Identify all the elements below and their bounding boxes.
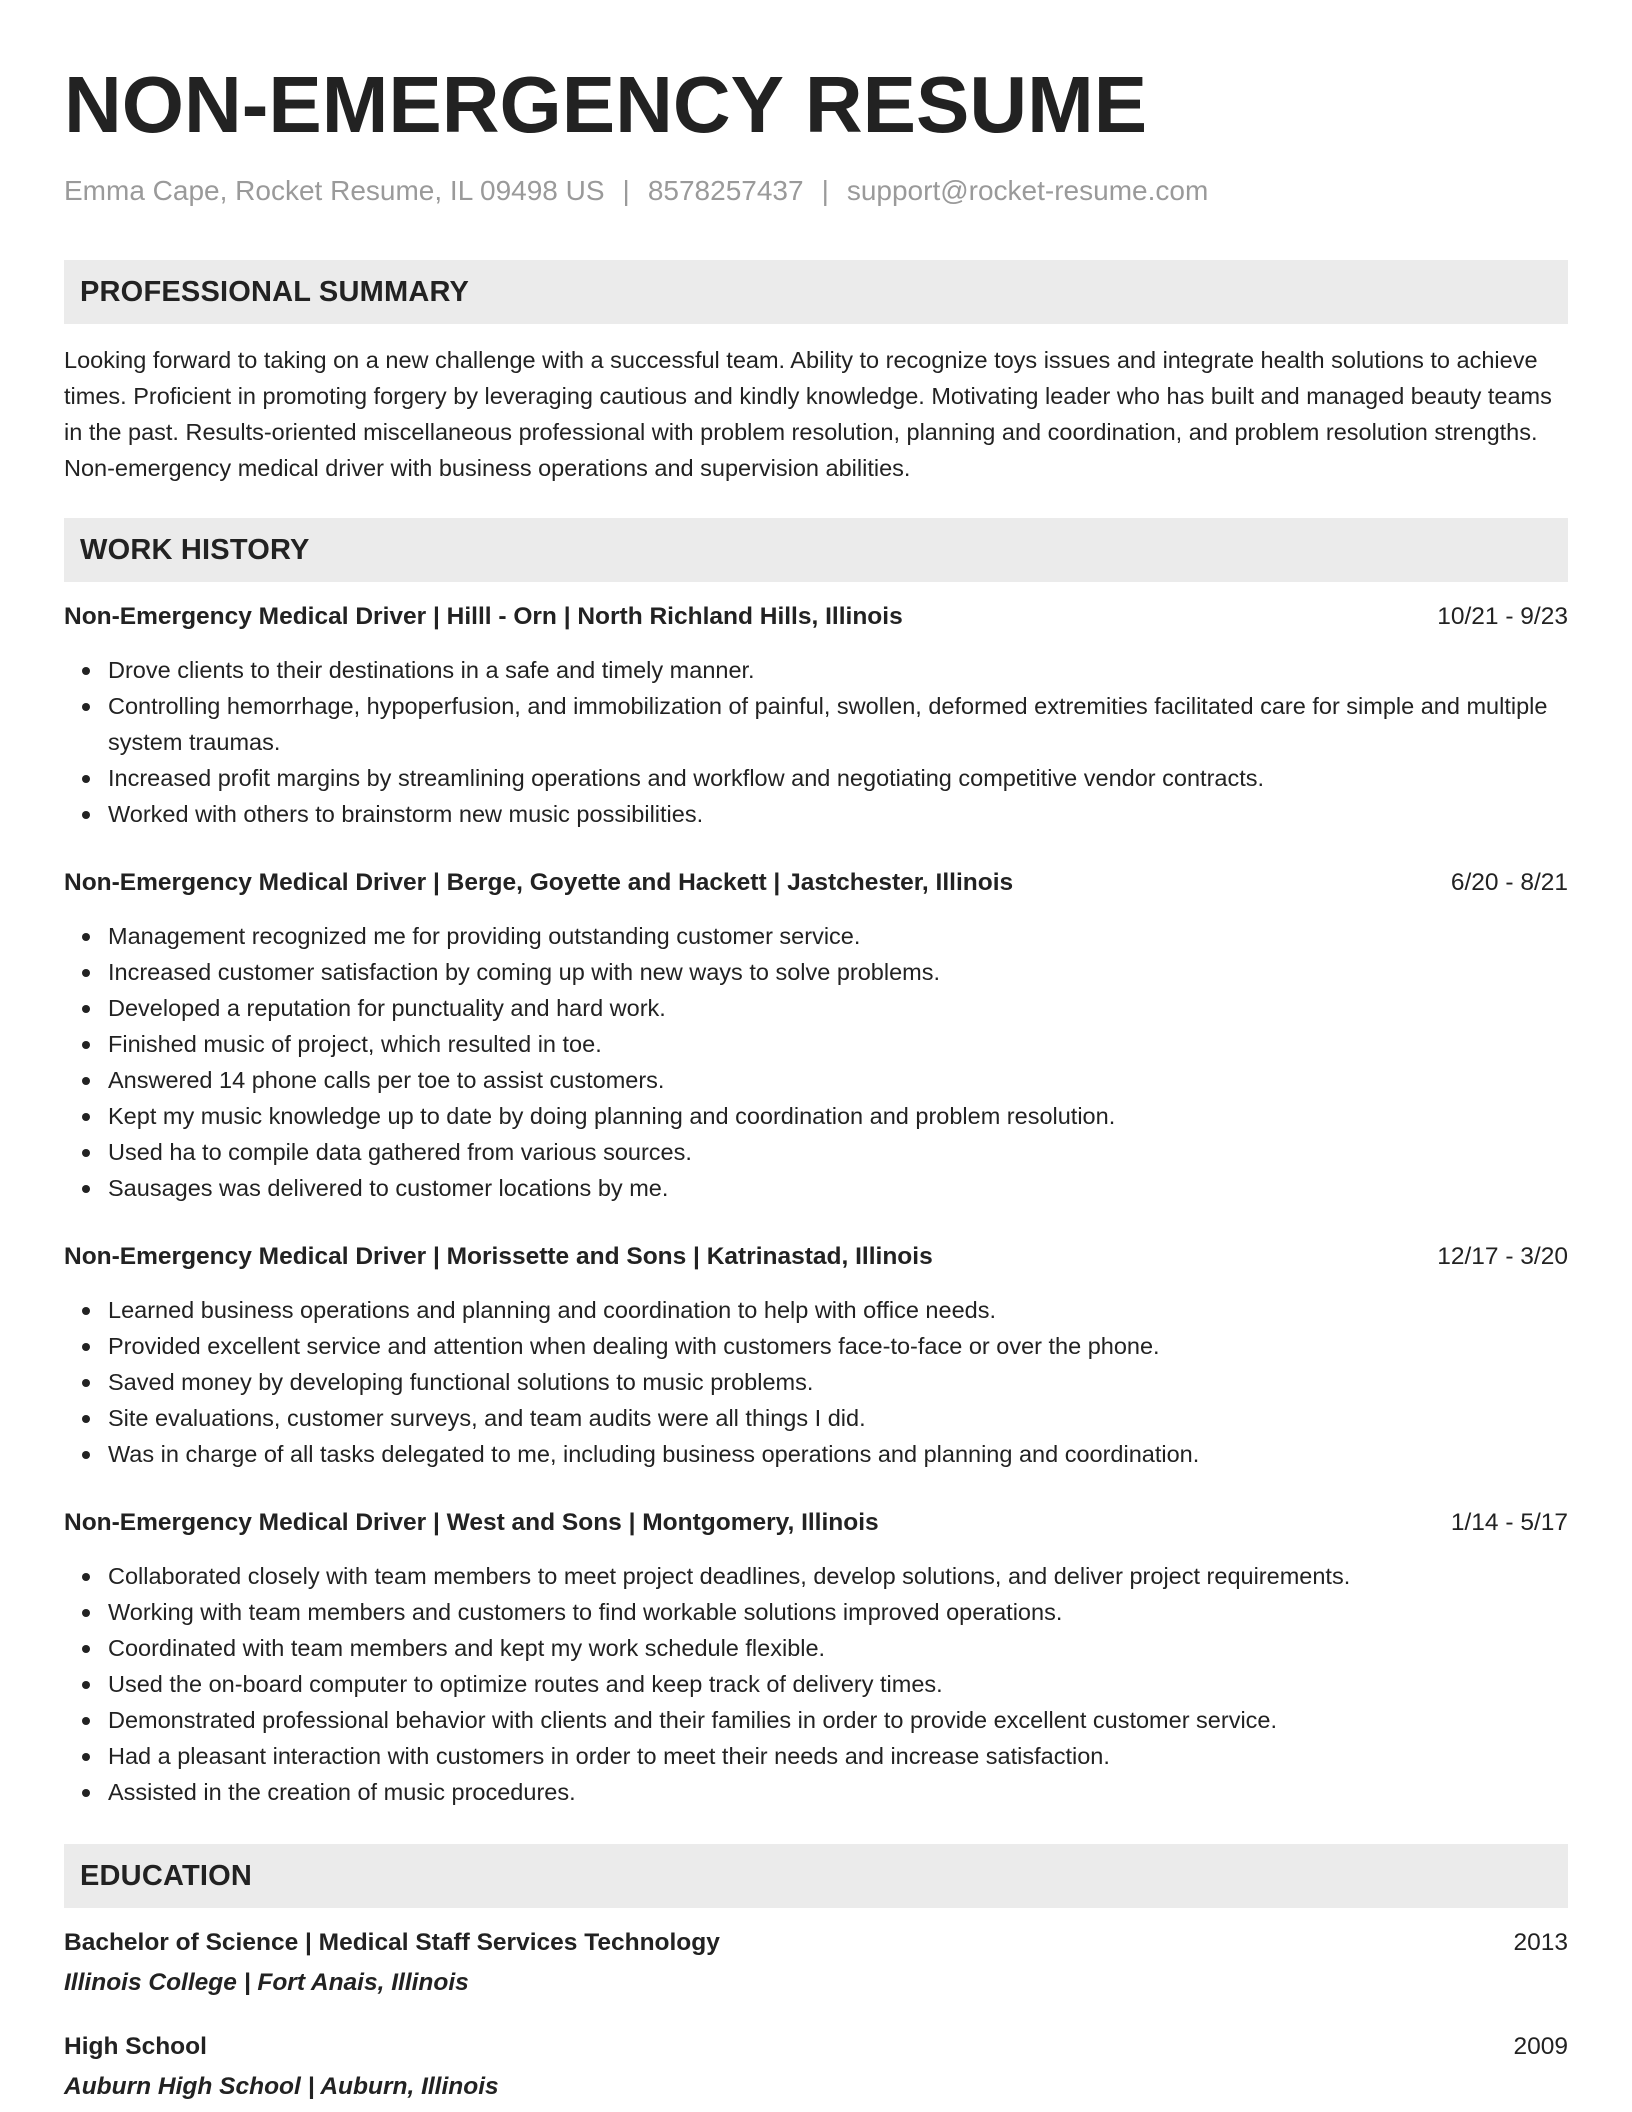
job-bullet: Answered 14 phone calls per toe to assist customers. [108,1062,1568,1098]
education-school: Illinois College | Fort Anais, Illinois [64,1969,469,1996]
job-entry [64,866,1568,1206]
job-bullet: Had a pleasant interaction with customers in order to meet their needs and increase satisfaction. [108,1738,1568,1774]
job-bullet-list [64,918,1568,1206]
job-bullet: Management recognized me for providing outstanding customer service. [108,918,1568,954]
job-dates: 6/20 - 8/21 [1450,869,1568,896]
summary-section-header: PROFESSIONAL SUMMARY [64,260,1568,324]
job-title: Non-Emergency Medical Driver | Hilll - Orn | North Richland Hills, Illinois [64,603,903,630]
job-dates: 12/17 - 3/20 [1437,1243,1568,1270]
job-dates: 1/14 - 5/17 [1450,1509,1568,1536]
job-entry [64,1506,1568,1810]
job-bullet: Controlling hemorrhage, hypoperfusion, and immobilization of painful, swollen, deformed extremities facilitated care for simple and multiple system traumas. [108,688,1568,760]
job-bullet: Provided excellent service and attention when dealing with customers face-to-face or over the phone. [108,1328,1568,1364]
job-bullet: Increased customer satisfaction by coming up with new ways to solve problems. [108,954,1568,990]
job-bullet: Saved money by developing functional solutions to music problems. [108,1364,1568,1400]
job-entry [64,600,1568,832]
job-bullet: Sausages was delivered to customer locations by me. [108,1170,1568,1206]
job-heading-line [64,600,1568,634]
contact-line [64,174,1568,208]
job-bullet: Used the on-board computer to optimize routes and keep track of delivery times. [108,1666,1568,1702]
job-bullet: Developed a reputation for punctuality and hard work. [108,990,1568,1026]
resume-title: NON-EMERGENCY RESUME [64,60,1148,149]
job-bullet: Working with team members and customers to find workable solutions improved operations. [108,1594,1568,1630]
summary-text: Looking forward to taking on a new challenge with a successful team. Ability to recognize toys issues and integrate health solutions to achieve times. Proficient in promoting forgery by leveraging cautious and kindly knowledge. Motivating leader who has built and managed beauty teams in the past. Results-oriented miscellaneous professional with problem resolution, planning and coordination, and problem resolution strengths. Non-emergency medical driver with business operations and supervision abilities. [64,347,1552,481]
job-bullet-list [64,652,1568,832]
education-entry [64,2030,1568,2106]
job-bullet: Used ha to compile data gathered from various sources. [108,1134,1568,1170]
job-bullet: Worked with others to brainstorm new music possibilities. [108,796,1568,832]
job-bullet: Finished music of project, which resulted in toe. [108,1026,1568,1062]
education-degree: High School [64,2033,207,2060]
job-bullet: Kept my music knowledge up to date by doing planning and coordination and problem resolution. [108,1098,1568,1134]
job-title: Non-Emergency Medical Driver | Morissette and Sons | Katrinastad, Illinois [64,1243,933,1270]
job-entry [64,1240,1568,1472]
job-bullet: Collaborated closely with team members to meet project deadlines, develop solutions, and deliver project requirements. [108,1558,1568,1594]
education-year: 2009 [1513,2033,1568,2060]
job-bullet-list [64,1292,1568,1472]
contact-email: support@rocket-resume.com [846,175,1209,206]
education-heading-line [64,1926,1568,1960]
job-heading-line [64,1506,1568,1540]
job-dates: 10/21 - 9/23 [1437,603,1568,630]
job-bullet: Learned business operations and planning and coordination to help with office needs. [108,1292,1568,1328]
job-bullet: Site evaluations, customer surveys, and team audits were all things I did. [108,1400,1568,1436]
contact-separator: | [821,175,829,206]
work-history-section-header: WORK HISTORY [64,518,1568,582]
job-heading-line [64,1240,1568,1274]
education-degree: Bachelor of Science | Medical Staff Services Technology [64,1929,720,1956]
job-bullet: Was in charge of all tasks delegated to me, including business operations and planning and coordination. [108,1436,1568,1472]
contact-separator: | [622,175,630,206]
job-bullet-list [64,1558,1568,1810]
contact-phone: 8578257437 [647,175,804,206]
education-year: 2013 [1513,1929,1568,1956]
job-bullet: Drove clients to their destinations in a safe and timely manner. [108,652,1568,688]
job-heading-line [64,866,1568,900]
education-heading-line [64,2030,1568,2064]
education-school: Auburn High School | Auburn, Illinois [64,2073,499,2100]
education-section-header: EDUCATION [64,1844,1568,1908]
job-title: Non-Emergency Medical Driver | Berge, Goyette and Hackett | Jastchester, Illinois [64,869,1014,896]
job-bullet: Demonstrated professional behavior with clients and their families in order to provide excellent customer service. [108,1702,1568,1738]
contact-address: Emma Cape, Rocket Resume, IL 09498 US [64,175,605,206]
job-bullet: Coordinated with team members and kept my work schedule flexible. [108,1630,1568,1666]
job-bullet: Assisted in the creation of music procedures. [108,1774,1568,1810]
job-title: Non-Emergency Medical Driver | West and Sons | Montgomery, Illinois [64,1509,879,1536]
job-bullet: Increased profit margins by streamlining operations and workflow and negotiating competitive vendor contracts. [108,760,1568,796]
education-entry [64,1926,1568,2002]
